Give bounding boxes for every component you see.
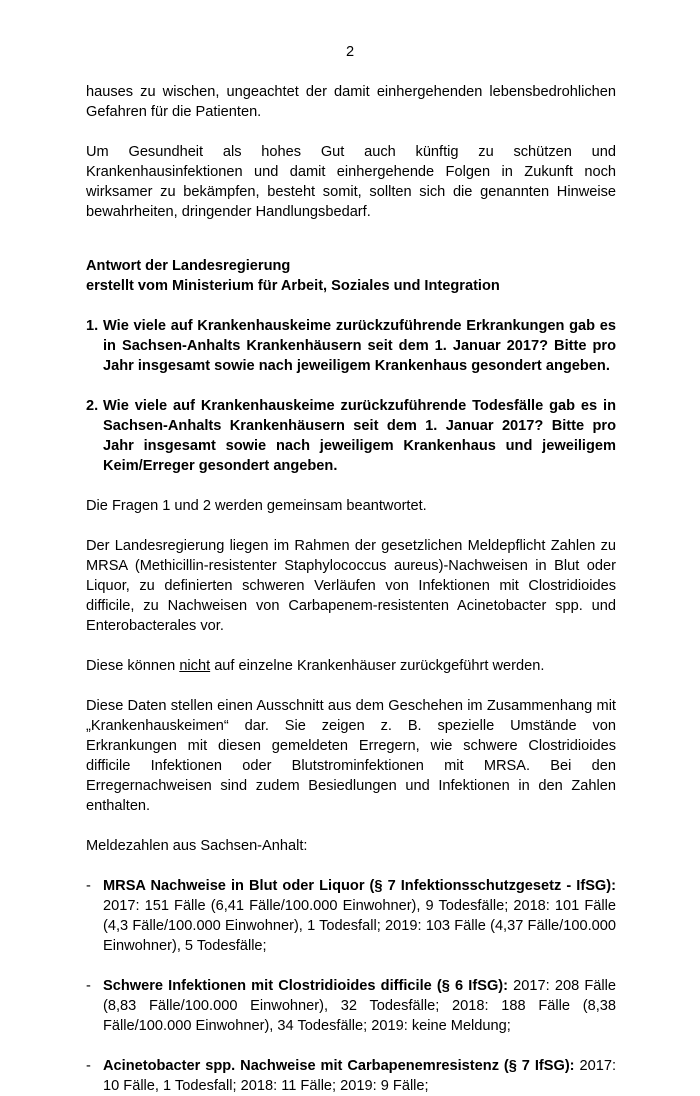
bullet-title: Schwere Infektionen mit Clostridioides difficile (§ 6 IfSG): [103,978,509,994]
bullet-text [103,876,616,956]
bullet-dash: - [86,978,91,994]
page-number: 2 [345,44,355,60]
nicht-underlined: nicht [179,658,211,674]
question-2 [86,396,616,476]
answer-heading [86,256,616,296]
joint-answer-note: Die Fragen 1 und 2 werden gemeinsam beantwortet. [86,498,427,514]
nicht-post: auf einzelne Krankenhäuser zurückgeführt werden. [210,658,545,674]
answer-heading-line-1: Antwort der Landesregierung [86,258,291,274]
bullet-acinetobacter [86,1056,616,1096]
nicht-paragraph [86,656,616,676]
bullet-text [103,1056,616,1096]
bullet-title: MRSA Nachweise in Blut oder Liquor (§ 7 Infektionsschutzgesetz - IfSG): [103,878,616,894]
bullet-text [103,976,616,1036]
answer-heading-line-2: erstellt vom Ministerium für Arbeit, Soziales und Integration [86,278,500,294]
bullet-body: 2017: 151 Fälle (6,41 Fälle/100.000 Einwohner), 9 Todesfälle; 2018: 101 Fälle (4,3 Fälle/100.000 Einwohner), 1 Todesfall; 2019: 103 Fälle (4,37 Fälle/100.000 Einwohner), 5 Todesfälle; [103,898,616,954]
meldezahlen-heading: Meldezahlen aus Sachsen-Anhalt: [86,838,308,854]
question-1 [86,316,616,376]
question-text: Wie viele auf Krankenhauskeime zurückzuführende Erkrankungen gab es in Sachsen-Anhalts Krankenhäusern seit dem 1. Januar 2017? Bitte pro Jahr insgesamt sowie nach jeweiligem Krankenhaus gesondert angeben. [103,318,616,374]
ausschnitt-paragraph: Diese Daten stellen einen Ausschnitt aus dem Geschehen im Zusammenhang mit „Krankenhauskeimen“ dar. Sie zeigen z. B. spezielle Umstände von Erkrankungen mit diesen gemeldeten Erregern, wie schwere Clostridioides difficile Infektionen oder Blutstrominfektionen mit MRSA. Bei den Erregernachweisen sind zudem Besiedlungen und Infektionen in den Zahlen enthalten. [86,698,616,814]
meldepflicht-paragraph: Der Landesregierung liegen im Rahmen der gesetzlichen Meldepflicht Zahlen zu MRSA (Methicillin-resistenter Staphylococcus aureus)-Nachweisen in Blut oder Liquor, zu definierten schweren Verläufen von Infektionen mit Clostridioides difficile, zu Nachweisen von Carbapenem-resistenten Acinetobacter spp. und Enterobacterales vor. [86,538,616,634]
bullet-clostridioides [86,976,616,1036]
document-body [86,82,616,1096]
bullet-body: 2017: 10 Fälle, 1 Todesfall; 2018: 11 Fälle; 2019: 9 Fälle; [103,1058,616,1094]
bullet-mrsa [86,876,616,956]
bullet-title: Acinetobacter spp. Nachweise mit Carbapenemresistenz (§ 7 IfSG): [103,1058,575,1074]
bullet-dash: - [86,878,91,894]
question-number: 1. [86,318,99,334]
question-text: Wie viele auf Krankenhauskeime zurückzuführende Todesfälle gab es in Sachsen-Anhalts Krankenhäusern seit dem 1. Januar 2017? Bitte pro Jahr insgesamt sowie nach jeweiligem Krankenhaus und jeweiligem Keim/Erreger gesondert angeben. [103,398,616,474]
intro-paragraph-1: hauses zu wischen, ungeachtet der damit einhergehenden lebensbedrohlichen Gefahren für die Patienten. [86,84,616,120]
intro-paragraph-2: Um Gesundheit als hohes Gut auch künftig zu schützen und Krankenhausinfektionen und damit einhergehende Folgen in Zukunft noch wirksamer zu bekämpfen, besteht somit, sollten sich die genannten Hinweise bewahrheiten, dringender Handlungsbedarf. [86,144,616,220]
bullet-dash: - [86,1058,91,1074]
nicht-pre: Diese können [86,658,180,674]
bullet-body: 2017: 208 Fälle (8,83 Fälle/100.000 Einwohner), 32 Todesfälle; 2018: 188 Fälle (8,38 Fälle/100.000 Einwohner), 34 Todesfälle; 2019: keine Meldung; [103,978,616,1034]
question-number: 2. [86,398,99,414]
